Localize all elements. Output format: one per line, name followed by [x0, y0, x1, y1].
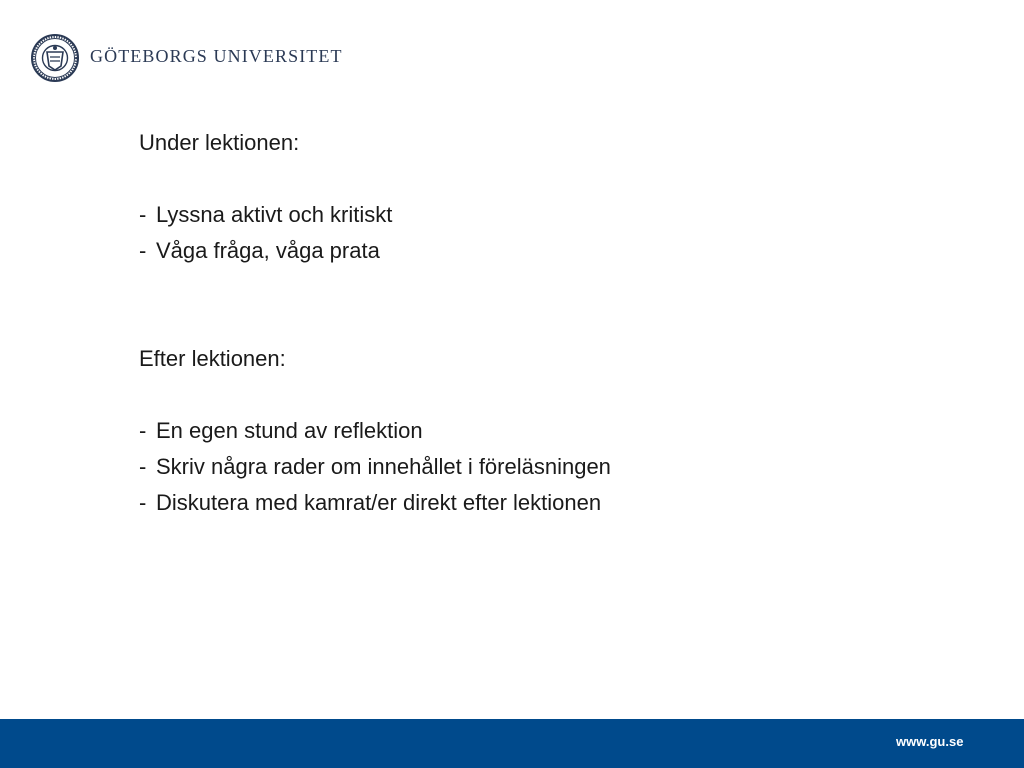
section-heading-efter: Efter lektionen:	[139, 346, 286, 371]
list-item-text: En egen stund av reflektion	[156, 418, 423, 443]
list-item-text: Lyssna aktivt och kritiskt	[156, 202, 393, 227]
bullet-dash: -	[139, 238, 147, 263]
section-heading-under: Under lektionen:	[139, 130, 300, 155]
bullet-dash: -	[139, 490, 147, 515]
list-item	[139, 233, 959, 269]
list-item-text: Diskutera med kamrat/er direkt efter lektionen	[156, 490, 602, 515]
bullet-dash: -	[139, 454, 147, 479]
bullet-dash: -	[139, 202, 147, 227]
list-item	[139, 449, 959, 485]
footer-bar	[0, 719, 1024, 768]
list-item-text: Skriv några rader om innehållet i föreläsningen	[156, 454, 611, 479]
university-name: GÖTEBORGS UNIVERSITET	[90, 45, 343, 66]
header	[30, 33, 343, 83]
footer-url[interactable]: www.gu.se	[896, 734, 964, 749]
university-seal-icon	[30, 33, 80, 83]
slide-content	[139, 125, 959, 521]
list-item	[139, 485, 959, 521]
list-item	[139, 197, 959, 233]
list-item	[139, 413, 959, 449]
bullet-dash: -	[139, 418, 147, 443]
list-item-text: Våga fråga, våga prata	[156, 238, 380, 263]
